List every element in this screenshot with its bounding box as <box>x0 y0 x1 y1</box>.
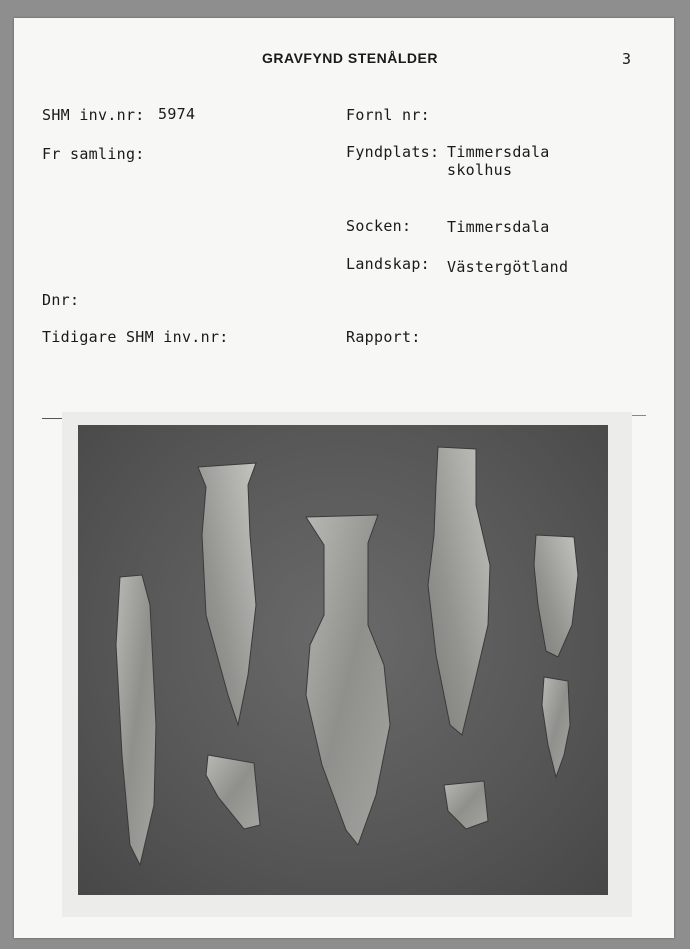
flint-dagger-2 <box>306 515 390 845</box>
flint-blade-right-1 <box>534 535 578 657</box>
fyndplats-value-line2: skolhus <box>447 161 513 179</box>
flint-point-right <box>542 677 570 777</box>
fr-samling-label: Fr samling: <box>42 145 145 163</box>
socken-value: Timmersdala <box>447 218 550 236</box>
page-number: 3 <box>622 50 632 68</box>
flint-dagger-3 <box>428 447 490 735</box>
landskap-value: Västergötland <box>447 258 569 276</box>
socken-label: Socken: <box>346 217 412 235</box>
fornl-label: Fornl nr: <box>346 106 430 124</box>
flint-blade-long <box>116 575 156 865</box>
shm-inv-label: SHM inv.nr: <box>42 106 145 124</box>
flint-dagger-1 <box>198 463 256 725</box>
flint-fragment-2 <box>444 781 488 829</box>
flint-fragment-1 <box>206 755 260 829</box>
dnr-label: Dnr: <box>42 291 80 309</box>
card-title: GRAVFYND STENÅLDER <box>262 50 438 66</box>
artifact-photo <box>78 425 608 895</box>
fyndplats-label: Fyndplats: <box>346 143 440 161</box>
fyndplats-value-line1: Timmersdala <box>447 143 550 161</box>
rapport-label: Rapport: <box>346 328 421 346</box>
shm-inv-value: 5974 <box>158 105 196 123</box>
tidigare-shm-label: Tidigare SHM inv.nr: <box>42 328 229 346</box>
landskap-label: Landskap: <box>346 255 430 273</box>
